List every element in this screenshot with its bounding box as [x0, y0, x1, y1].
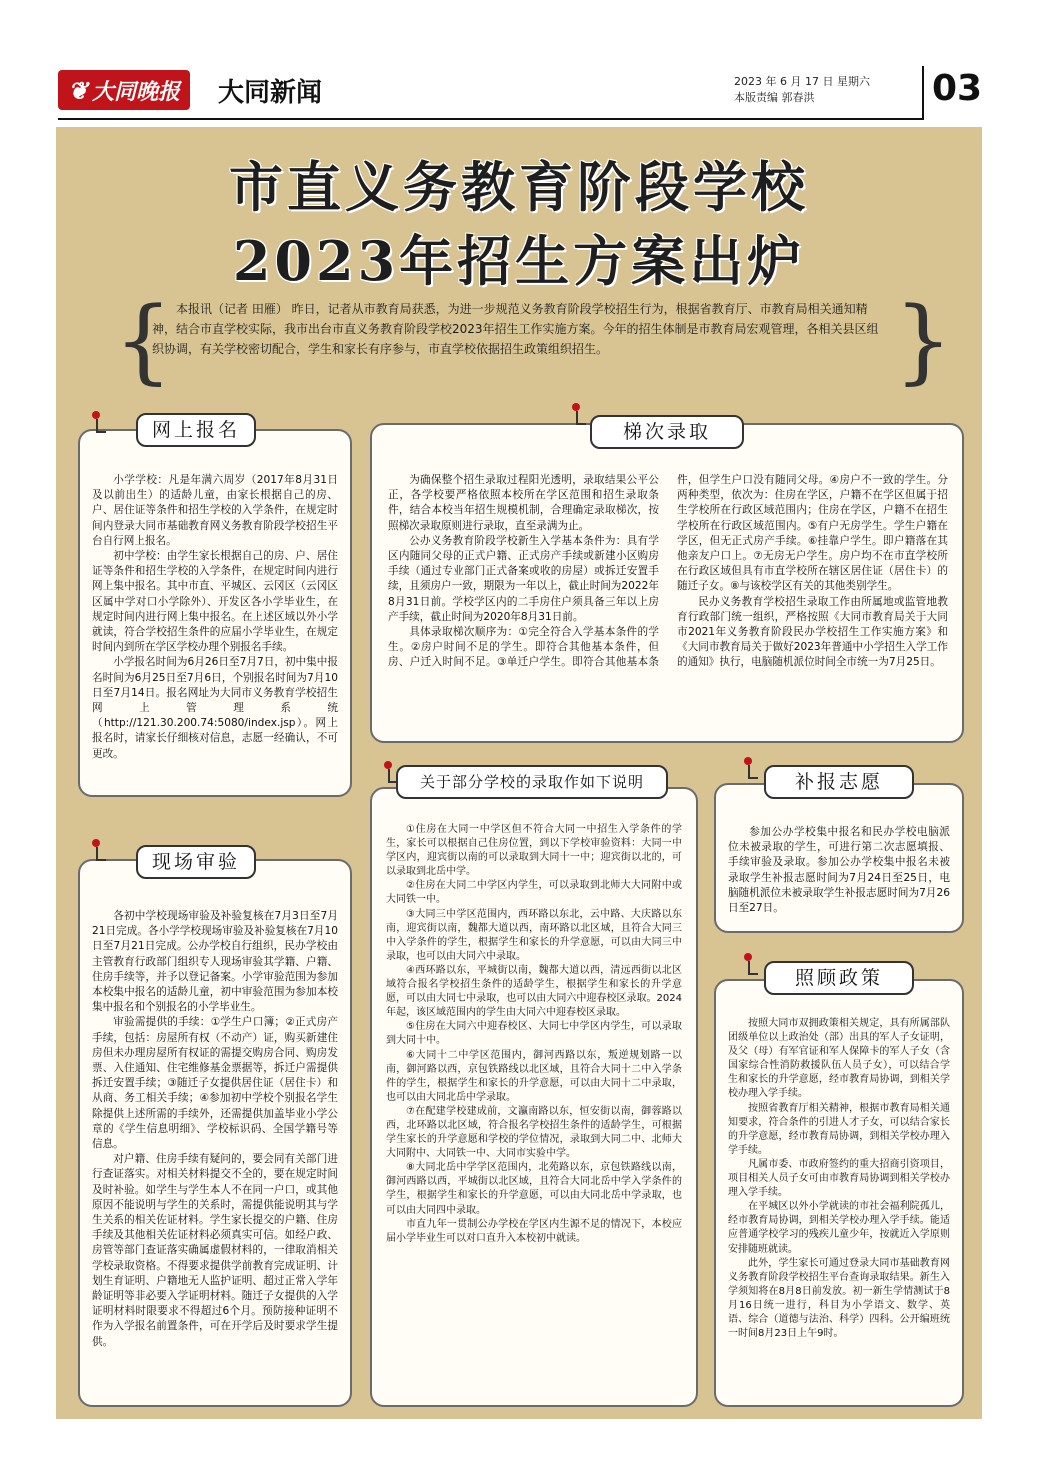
tag-dot [744, 757, 752, 765]
page-number: 03 [932, 68, 983, 109]
paragraph: ③大同三中学区范围内，西环路以东北，云中路、大庆路以东南，迎宾街以南，魏都大道以西，南环路以北区域，且符合大同三中入学条件的学生，根据学生和家长的升学意愿，可以由大同三中录取，也可以由大同六中录取。 [386, 908, 682, 962]
tag-hook [748, 765, 758, 779]
paragraph: 公办义务教育阶段学校新生入学基本条件为：具有学区内随同父母的正式户籍、正式房产手续或新建小区购房手续（通过专业部门正式备案或收的房屋）或拆迁安置手续，且须房户一致，期限为一年以上，截止时间为2022年8月31日前。学校学区内的二手房住户须具备三年以上房产手续，截止时间为2020年8月31日前。 [388, 534, 659, 623]
header-rule [58, 118, 924, 120]
special-admission-title: 关于部分学校的录取作如下说明 [396, 765, 668, 799]
lead-paragraph: 本报讯（记者 田雁） 昨日，记者从市教育局获悉，为进一步规范义务教育阶段学校招生行为，根据省教育厅、市教育局相关通知精神，结合市直学校实际，我市出台市直义务教育阶段学校2023年招生工作实施方案。今年的招生体制是市教育局宏观管理，各相关县区组织协调，有关学校密切配合，学生和家长有序参与，市直学校依据招生政策组织招生。 [152, 302, 879, 356]
tag-hook [748, 961, 758, 975]
flame-icon: ❦ [67, 75, 89, 105]
issue-date: 2023 年 6 月 17 日 星期六 [734, 75, 870, 88]
headline-line-1: 市直义务教育阶段学校 [229, 155, 809, 219]
supplement-text [728, 825, 950, 916]
tag-hook [96, 847, 106, 861]
paragraph: 凡属市委、市政府签约的重大招商引资项目，项目相关人员子女可由市教育局协调到相关学校办理入学手续。 [728, 1158, 950, 1199]
header-divider [922, 66, 924, 118]
onsite-review-text [92, 909, 338, 1350]
supplement-title: 补报志愿 [764, 765, 914, 799]
headline-line-2: 2023年招生方案出炉 [232, 229, 806, 293]
paragraph: 对户籍、住房手续有疑问的，要会同有关部门进行查证落实。对相关材料提交不全的，要在规定时间及时补验。如学生与学生本人不在同一户口，或其他原因不能说明与学生的关系时，需提供能说明其与学生关系的相关佐证材料。学生家长提交的户籍、住房手续及其他相关佐证材料必须真实可信。如经户政、房管等部门查证落实确属虚假材料的，一律取消相关学校录取资格。不得要求提供学前教育完成证明、计划生育证明、户籍地无人监护证明、超过正常入学年龄证明等非必要入学证明材料。随迁子女提供的入学证明材料时限要求不得超过6个月。预防接种证明不作为入学报名前置条件，可在开学后及时要求学生提供。 [92, 1153, 338, 1348]
paragraph: ⑦在配建学校建成前，文瀛南路以东，恒安街以南，御蓉路以西，北环路以北区域，符合报名学校招生条件的适龄学生，可根据学生家长的升学意愿和学校的学位情况，录取到大同二中、北师大大同附中、大同铁一中、大同市实验中学。 [386, 1105, 682, 1160]
paragraph: 市直九年一贯制公办学校在学区内生源不足的情况下，本校应届小学毕业生可以对口直升入本校初中就读。 [386, 1218, 682, 1244]
onsite-review-title: 现场审验 [136, 845, 256, 879]
paragraph: 为确保整个招生录取过程阳光透明，录取结果公平公正，各学校要严格依照本校所在学区范围和招生录取条件，结合本校当年招生规模机制，合理确定录取梯次，按照梯次录取原则进行录取，直至录满为止。 [388, 474, 659, 532]
paragraph: ①住房在大同一中学区但不符合大同一中招生入学条件的学生，家长可以根据自己住房位置，到以下学校审验资料：大同一中学区内，迎宾街以南的可以录取到大同十一中；迎宾街以北的，可以录取到北岳中学。 [386, 824, 682, 878]
newspaper-logo [58, 70, 190, 110]
paragraph: ⑧大同北岳中学学区范围内，北苑路以东，京包铁路线以南，御河西路以西，平城街以北区域，且符合大同北岳中学入学条件的学生，根据学生和家长的升学意愿，可以由大同北岳中学录取，也可以由大同四中录取。 [386, 1162, 682, 1216]
ladder-admission-text [388, 473, 948, 671]
masthead [58, 66, 983, 118]
paragraph: ⑤住房在大同六中迎春校区、大同七中学区内学生，可以录取到大同十中。 [386, 1021, 682, 1047]
paragraph: 初中学校：由学生家长根据自己的房、户、居住证等条件和招生学校的入学条件，在规定时间内进行网上集中报名。其中市直、平城区、云冈区（云冈区区属中学对口小学除外）、开发区各小学毕业生，在规定时间内进行网上集中报名。在上述区域以外小学就读，符合学校招生条件的应届小学毕业生，在规定时间内到所在学区学校办理个别报名手续。 [92, 550, 338, 654]
paragraph: 按照省教育厅相关精神，根据市教育局相关通知要求，符合条件的引进人才子女，可以结合家长的升学意愿，经市教育局协调，到相关学校办理入学手续。 [728, 1102, 950, 1156]
paragraph: 按照大同市双拥政策相关规定，具有所属部队团级单位以上政治处（部）出具的军人子女证明，及父（母）有军官证和军人保障卡的军人子女（含国家综合性消防救援队伍人员子女），可以结合学生和家长的升学意愿，经市教育局协调，到相关学校办理入学手续。 [728, 1018, 950, 1100]
logo-text: 大同晚报 [92, 78, 181, 105]
paragraph: 具体录取梯次顺序为：①完全符合入学基本条件的学生。②房户时间不足的学生。即符合其他基本条件，但房、户迁入时间不足。③单迁户学生。即符合其他基本条件，但学生户口没有随同父母。④房户不一致的学生。分两种类型，依次为：住房在学区，户籍不在学区但属于招生学校所在行政区域范围内；住房在学区，户籍不在招生学校所在行政区域范围内。⑤有户无房学生。学生户籍在学区，但无正式房产手续。⑥挂靠户学生。即户籍落在其他亲友户口上。⑦无房无户学生。房户均不在市直学校所在行政区域但具有市直学校所在辖区居住证（居住卡）的随迁子女。⑧与该校学区有关的其他类别学生。 [388, 474, 948, 669]
page-editor: 本版责编 郭春洪 [734, 91, 815, 104]
tag-hook [96, 419, 106, 433]
ladder-admission-title: 梯次录取 [590, 415, 744, 449]
article-panel [56, 127, 982, 1419]
tag-hook [576, 411, 586, 425]
tag-dot [572, 403, 580, 411]
paragraph: 小学学校：凡是年满六周岁（2017年8月31日及以前出生）的适龄儿童，由家长根据自己的房、户、居住证等条件和招生学校的入学条件，在规定时间内登录大同市基础教育网义务教育阶段学校招生平台自行网上报名。 [92, 474, 338, 547]
paragraph: 民办义务教育学校招生录取工作由所属地或监管地教育行政部门统一组织，严格按照《大同市教育局关于大同市2021年义务教育阶段民办学校招生工作实施方案》和《大同市教育局关于做好2023年普通中小学招生入学工作的通知》执行，电脑随机派位时间全市统一为7月25日。 [677, 595, 948, 669]
paragraph: ②住房在大同二中学区内学生，可以录取到北师大大同附中或大同铁一中。 [386, 880, 682, 906]
tag-dot [92, 411, 100, 419]
special-admission-text [386, 823, 682, 1246]
paragraph: 各初中学校现场审验及补验复核在7月3日至7月21日完成。各小学学校现场审验及补验复核在7月10日至7月21日完成。公办学校自行组织，民办学校由主管教育行政部门组织专人现场审验其学籍、户籍、住房手续等，并予以登记备案。小学审验范围为参加本校集中报名的适龄儿童，初中审验范围为参加本校集中报名和个别报名的小学毕业生。 [92, 910, 338, 1014]
paragraph: 小学报名时间为6月26日至7月7日，初中集中报名时间为6月25日至7月6日，个别报名时间为7月10日至7月14日。报名网址为大同市义务教育学校招生网上管理系统（http://121.30.200.74:5080/index.jsp）。网上报名时，请家长仔细核对信息，志愿一经确认，不可更改。 [92, 656, 338, 760]
left-brace: { [114, 287, 173, 394]
paragraph: 此外，学生家长可通过登录大同市基础教育网义务教育阶段学校招生平台查询录取结果。新生入学须知将在8月8日前发放。初一新生学情测试于8月16日统一进行，科目为小学语文、数学、英语、综合（道德与法治、科学）四科。公开编班统一时间8月23日上午9时。 [728, 1257, 950, 1340]
paragraph: 在平城区以外小学就读的市社会福利院孤儿，经市教育局协调，到相关学校办理入学手续。能适应普通学校学习的残疾儿童少年，按就近入学原则安排随班就读。 [728, 1201, 950, 1255]
online-registration-text [92, 473, 338, 762]
policy-title: 照顾政策 [764, 961, 914, 995]
paragraph: ⑥大同十二中学区范围内，御河西路以东，叛逆规划路一以南，御河路以西，京包铁路线以北区域，且符合大同十二中入学条件的学生，根据学生和家长的升学意愿，可以由大同十二中录取，也可以由大同北岳中学录取。 [386, 1049, 682, 1103]
online-registration-title: 网上报名 [136, 413, 256, 447]
tag-dot [384, 761, 392, 769]
paragraph: 审验需提供的手续：①学生户口簿；②正式房产手续，包括：房屋所有权（不动产）证，购买新建住房但未办理房屋所有权证的需提交购房合同、购房发票、入住通知、住宅维修基金票据等，拆迁户需提供拆迁安置手续；③随迁子女提供居住证（居住卡）和从商、务工相关手续；④参加初中学校个别报名学生除提供上述所需的手续外，还需提供加盖毕业小学公章的《学生信息明细》、学校标识码、全国学籍号等信息。 [92, 1016, 338, 1151]
policy-text [728, 1017, 950, 1341]
paragraph: 参加公办学校集中报名和民办学校电脑派位未被录取的学生，可进行第二次志愿填报、手续审验及录取。参加公办学校集中报名未被录取学生补报志愿时间为7月24日至25日，电脑随机派位未被录取学生补报志愿时间为7月26日至27日。 [728, 826, 950, 915]
paragraph: ④西环路以东，平城街以南，魏都大道以西，清远西街以北区域符合报名学校招生条件的适龄学生，根据学生和家长的升学意愿，可以由大同七中录取，也可以由大同六中迎春校区录取。2024年起，该区域范围内的学生由大同六中迎春校区录取。 [386, 964, 682, 1019]
tag-dot [92, 839, 100, 847]
tag-dot [744, 953, 752, 961]
section-title: 大同新闻 [218, 78, 323, 108]
issue-info [734, 74, 870, 106]
right-brace: } [894, 287, 953, 394]
